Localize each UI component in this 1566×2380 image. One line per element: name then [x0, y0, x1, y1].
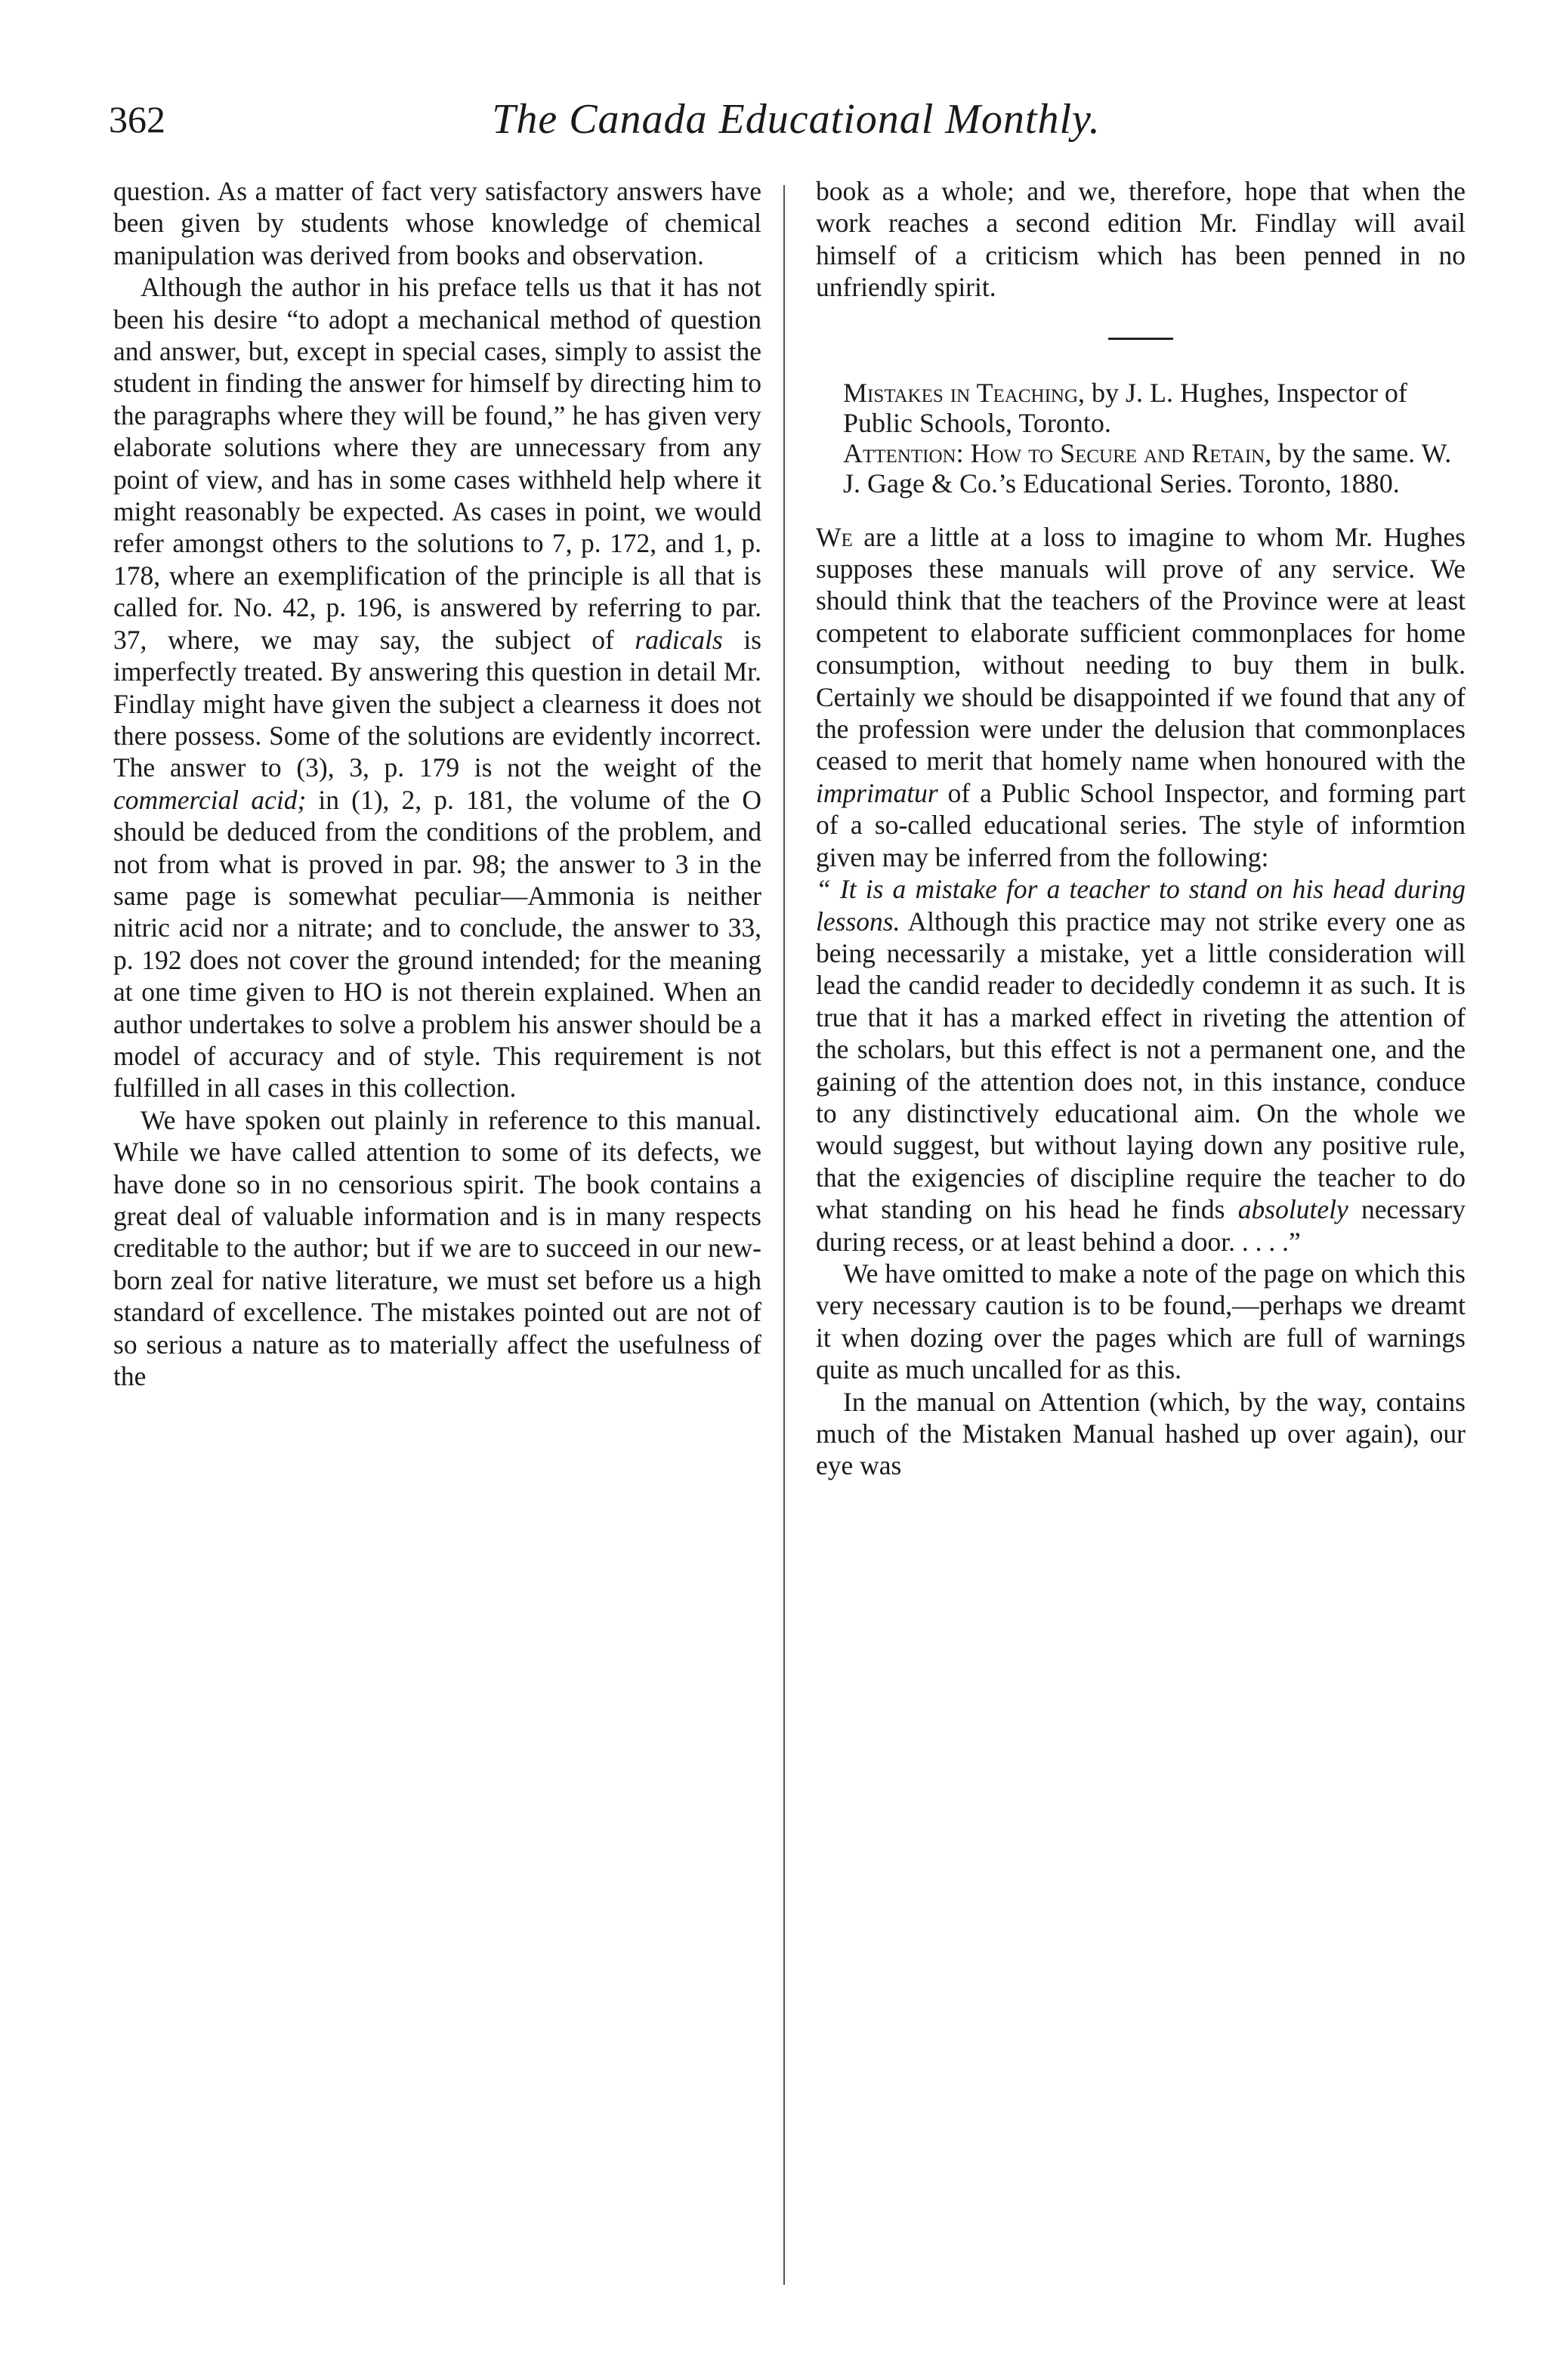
bibliography-entry: Mistakes in Teaching, by J. L. Hughes, Inspector of Public Schools, Toronto. — [843, 377, 1407, 438]
emphasis: imprimatur — [816, 777, 938, 808]
section-divider — [1108, 338, 1173, 340]
emphasis: radicals — [635, 624, 723, 655]
column-divider — [783, 185, 785, 2285]
bibliography-entry: Attention: How to Secure and Retain, by the same. W. J. Gage & Co.’s Educational Series. Toronto, 1880. — [843, 437, 1452, 499]
emphasis: “ It is a mistake for a teacher to stand on his head during lessons. — [816, 874, 1466, 937]
paragraph: question. As a matter of fact very satisfactory answers have been given by students whose knowledge of chemical manipulation was derived from books and observation. — [113, 176, 761, 270]
paragraph: Although the author in his preface tells us that it has not been his desire “to adopt a mechanical method of question and answer, but, except in special cases, simply to assist the student in finding the answer for himself by directing him to the paragraphs where they will be found,” he has given very elaborate solutions where they are unnecessary from any point of view, and has in some cases withheld help where it might reasonably be expected. As cases in point, we would refer amongst others to the solutions to 7, p. 172, and 1, p. 178, where an exemplification of the principle is all that is called for. No. 42, p. 196, is answered by referring to par. 37, where, we may say, the subject of radicals is imperfectly treated. By answering this question in detail Mr. Findlay might have given the subject a clearness it does not there possess. Some of the solutions are evidently incorrect. The answer to (3), 3, p. 179 is not the weight of the commercial acid; in (1), 2, p. 181, the volume of the O should be deduced from the conditions of the problem, and not from what is proved in par. 98; the answer to 3 in the same page is somewhat peculiar—Ammonia is neither nitric acid nor a nitrate; and to conclude, the answer to 33, p. 192 does not cover the ground intended; for the meaning at one time given to HO is not therein explained. When an author undertakes to solve a problem his answer should be a model of accuracy and of style. This requirement is not fulfilled in all cases in this collection. — [113, 272, 761, 1104]
page-number: 362 — [109, 98, 165, 140]
paragraph: book as a whole; and we, therefore, hope that when the work reaches a second edition Mr. Findlay will avail himself of a criticism which has been penned in no unfriendly spirit. — [816, 176, 1466, 303]
running-title: The Canada Educational Monthly. — [492, 96, 1101, 143]
right-column — [816, 175, 1466, 1482]
paragraph: In the manual on Attention (which, by the way, contains much of the Mistaken Manual hashed up over again), our eye was — [816, 1386, 1466, 1481]
quotation: “ It is a mistake for a teacher to stand on his head during lessons. Although this practice may not strike every one as being necessarily a mistake, yet a little consideration will lead the candid reader to decidedly condemn it as such. It is true that it has a marked effect in riveting the attention of the scholars, but this effect is not a permanent one, and the gaining of the attention does not, in this instance, conduce to any distinctively educational aim. On the whole we would suggest, but without laying down any positive rule, that the exigencies of discipline require the teacher to do what standing on his head he finds absolutely necessary during recess, or at least behind a door. . . . .” — [816, 874, 1466, 1257]
paragraph: We have spoken out plainly in reference to this manual. While we have called attention to some of its defects, we have done so in no censorious spirit. The book contains a great deal of valuable information and is in many respects creditable to the author; but if we are to succeed in our new-born zeal for native literature, we must set before us a high standard of excellence. The mistakes pointed out are not of so serious a nature as to materially affect the usefulness of the — [113, 1104, 761, 1392]
left-column — [113, 175, 761, 1392]
paragraph: We are a little at a loss to imagine to whom Mr. Hughes supposes these manuals will prove of any service. We should think that the teachers of the Province were at least competent to elaborate sufficient commonplaces for home consumption, without needing to buy them in bulk. Certainly we should be disappointed if we found that any of the profession were under the delusion that commonplaces ceased to merit that homely name when honoured with the imprimatur of a Public School Inspector, and forming part of a so-called educational series. The style of informtion given may be inferred from the following: — [816, 521, 1466, 872]
emphasis: absolutely — [1237, 1194, 1348, 1225]
emphasis: commercial acid; — [113, 784, 307, 815]
page-header — [109, 89, 1484, 150]
paragraph: We have omitted to make a note of the page on which this very necessary caution is to be found,—perhaps we dreamt it when dozing over the pages which are full of warnings quite as much uncalled for as this. — [816, 1258, 1466, 1385]
